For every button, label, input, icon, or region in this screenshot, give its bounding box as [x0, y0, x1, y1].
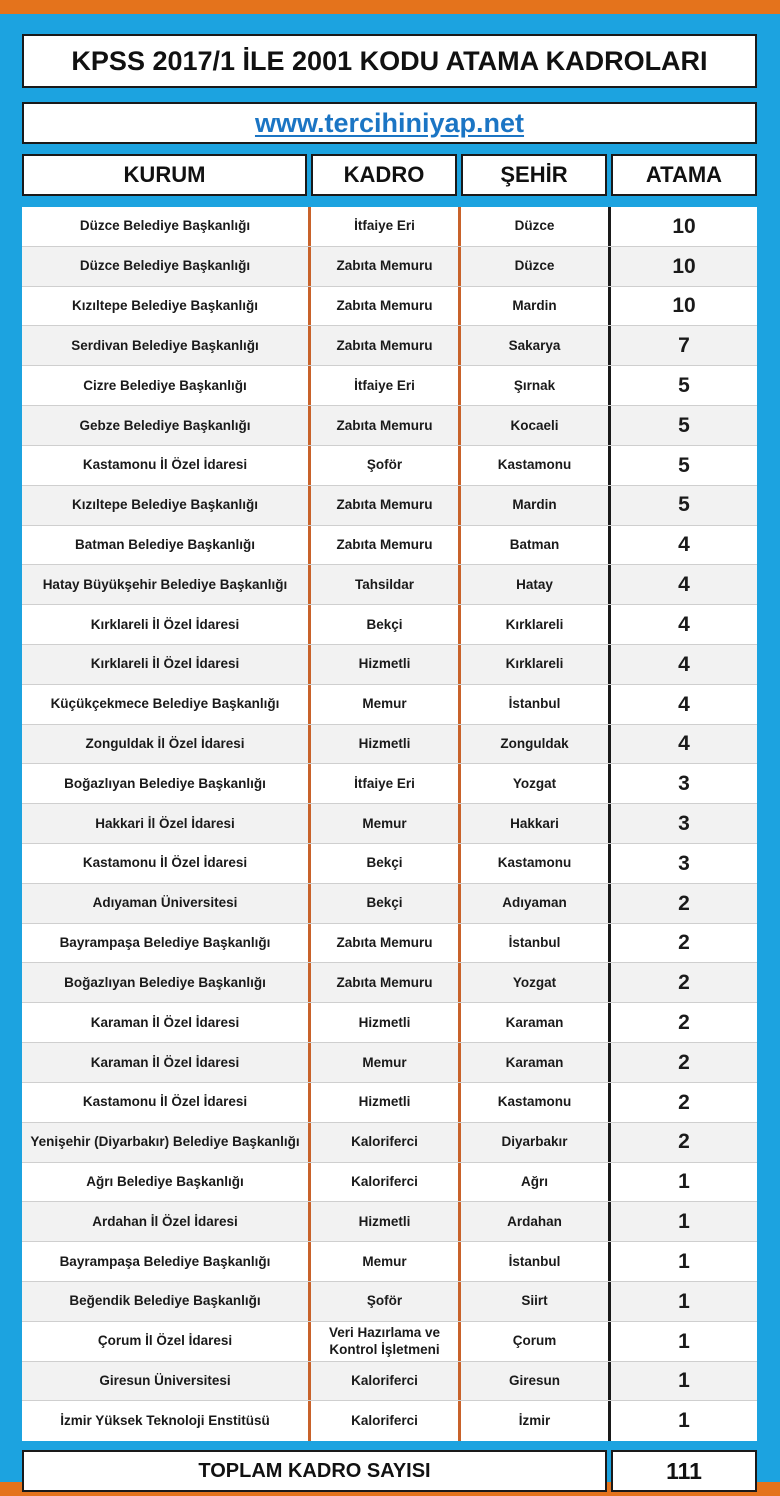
cell-atama: 4: [678, 573, 690, 597]
cell-atama: 2: [678, 1050, 690, 1074]
cell-kurum: Karaman İl Özel İdaresi: [22, 1003, 311, 1043]
table-row: [22, 804, 757, 844]
cell-kurum: Ardahan İl Özel İdaresi: [22, 1202, 311, 1242]
cell-atama: 4: [678, 652, 690, 676]
cell-kurum: Kastamonu İl Özel İdaresi: [22, 844, 311, 884]
cell-kurum: Cizre Belediye Başkanlığı: [22, 366, 311, 406]
table-row: [22, 605, 757, 645]
cell-atama: 10: [672, 214, 696, 238]
cell-kurum: Düzce Belediye Başkanlığı: [22, 207, 311, 247]
cell-atama: 5: [678, 493, 690, 517]
cell-sehir: Diyarbakır: [461, 1123, 611, 1163]
header-kadro: KADRO: [311, 154, 457, 196]
cell-atama: 4: [678, 612, 690, 636]
cell-kadro: Memur: [311, 1242, 461, 1282]
cell-kadro: Zabıta Memuru: [311, 406, 461, 446]
cell-kadro: Zabıta Memuru: [311, 287, 461, 327]
total-label: TOPLAM KADRO SAYISI: [22, 1450, 607, 1492]
cell-kadro: Hizmetli: [311, 725, 461, 765]
cell-kurum: Düzce Belediye Başkanlığı: [22, 247, 311, 287]
cell-sehir: Kırklareli: [461, 605, 611, 645]
cell-kurum: Adıyaman Üniversitesi: [22, 884, 311, 924]
cell-sehir: İzmir: [461, 1401, 611, 1441]
cell-kurum: Zonguldak İl Özel İdaresi: [22, 725, 311, 765]
cell-atama: 3: [678, 851, 690, 875]
cell-atama: 10: [672, 294, 696, 318]
table-row: [22, 1322, 757, 1362]
table-row: [22, 1242, 757, 1282]
table-row: [22, 1123, 757, 1163]
cell-sehir: İstanbul: [461, 685, 611, 725]
cell-kurum: Hatay Büyükşehir Belediye Başkanlığı: [22, 565, 311, 605]
cell-atama: 1: [678, 1329, 690, 1353]
page-title: KPSS 2017/1 İLE 2001 KODU ATAMA KADROLARI: [22, 34, 757, 88]
cell-kadro: Zabıta Memuru: [311, 526, 461, 566]
cell-sehir: Mardin: [461, 287, 611, 327]
cell-atama: 4: [678, 692, 690, 716]
cell-kurum: Boğazlıyan Belediye Başkanlığı: [22, 764, 311, 804]
cell-kadro: Veri Hazırlama ve Kontrol İşletmeni: [311, 1322, 461, 1362]
table-row: [22, 207, 757, 247]
cell-kadro: Zabıta Memuru: [311, 326, 461, 366]
cell-kurum: Boğazlıyan Belediye Başkanlığı: [22, 963, 311, 1003]
cell-kurum: Hakkari İl Özel İdaresi: [22, 804, 311, 844]
cell-sehir: Kocaeli: [461, 406, 611, 446]
cell-sehir: Düzce: [461, 247, 611, 287]
cell-sehir: Adıyaman: [461, 884, 611, 924]
assignments-table: [22, 207, 757, 1441]
cell-kadro: Bekçi: [311, 884, 461, 924]
cell-kadro: Tahsildar: [311, 565, 461, 605]
table-row: [22, 446, 757, 486]
table-row: [22, 685, 757, 725]
cell-kadro: Bekçi: [311, 605, 461, 645]
table-row: [22, 725, 757, 765]
cell-kurum: Giresun Üniversitesi: [22, 1362, 311, 1402]
cell-atama: 3: [678, 772, 690, 796]
table-row: [22, 1282, 757, 1322]
cell-atama: 2: [678, 1011, 690, 1035]
table-row: [22, 366, 757, 406]
cell-kadro: Hizmetli: [311, 1003, 461, 1043]
cell-atama: 5: [678, 413, 690, 437]
cell-kurum: Kızıltepe Belediye Başkanlığı: [22, 486, 311, 526]
cell-atama: 5: [678, 453, 690, 477]
cell-atama: 2: [678, 1090, 690, 1114]
cell-atama: 4: [678, 533, 690, 557]
cell-atama: 1: [678, 1409, 690, 1433]
cell-sehir: Şırnak: [461, 366, 611, 406]
cell-kurum: Kastamonu İl Özel İdaresi: [22, 1083, 311, 1123]
cell-sehir: Kırklareli: [461, 645, 611, 685]
cell-sehir: Yozgat: [461, 963, 611, 1003]
table-row: [22, 406, 757, 446]
cell-kurum: Beğendik Belediye Başkanlığı: [22, 1282, 311, 1322]
table-row: [22, 287, 757, 327]
header-atama: ATAMA: [611, 154, 757, 196]
cell-atama: 4: [678, 732, 690, 756]
cell-sehir: Zonguldak: [461, 725, 611, 765]
cell-atama: 1: [678, 1249, 690, 1273]
cell-kurum: Çorum İl Özel İdaresi: [22, 1322, 311, 1362]
table-row: [22, 1043, 757, 1083]
table-row: [22, 1401, 757, 1441]
cell-atama: 2: [678, 931, 690, 955]
cell-sehir: Batman: [461, 526, 611, 566]
table-row: [22, 645, 757, 685]
table-row: [22, 1083, 757, 1123]
table-row: [22, 565, 757, 605]
cell-kadro: Memur: [311, 804, 461, 844]
cell-atama: 2: [678, 1130, 690, 1154]
cell-sehir: Giresun: [461, 1362, 611, 1402]
cell-atama: 2: [678, 891, 690, 915]
table-row: [22, 247, 757, 287]
cell-kurum: Serdivan Belediye Başkanlığı: [22, 326, 311, 366]
cell-kadro: Memur: [311, 685, 461, 725]
table-row: [22, 1202, 757, 1242]
cell-kadro: İtfaiye Eri: [311, 366, 461, 406]
cell-sehir: İstanbul: [461, 924, 611, 964]
cell-kurum: Yenişehir (Diyarbakır) Belediye Başkanlığı: [22, 1123, 311, 1163]
cell-atama: 7: [678, 334, 690, 358]
table-row: [22, 1163, 757, 1203]
cell-kadro: Hizmetli: [311, 1083, 461, 1123]
cell-kurum: Kırklareli İl Özel İdaresi: [22, 605, 311, 645]
cell-kurum: Küçükçekmece Belediye Başkanlığı: [22, 685, 311, 725]
cell-kurum: İzmir Yüksek Teknoloji Enstitüsü: [22, 1401, 311, 1441]
table-row: [22, 924, 757, 964]
table-row: [22, 844, 757, 884]
cell-atama: 1: [678, 1170, 690, 1194]
header-kurum: KURUM: [22, 154, 307, 196]
cell-kadro: Hizmetli: [311, 1202, 461, 1242]
cell-sehir: Ağrı: [461, 1163, 611, 1203]
cell-kadro: Kaloriferci: [311, 1123, 461, 1163]
cell-sehir: Kastamonu: [461, 1083, 611, 1123]
table-row: [22, 963, 757, 1003]
cell-sehir: Karaman: [461, 1043, 611, 1083]
cell-kurum: Batman Belediye Başkanlığı: [22, 526, 311, 566]
table-row: [22, 1003, 757, 1043]
cell-kadro: Kaloriferci: [311, 1362, 461, 1402]
cell-kurum: Kızıltepe Belediye Başkanlığı: [22, 287, 311, 327]
cell-kadro: Zabıta Memuru: [311, 486, 461, 526]
cell-kadro: Zabıta Memuru: [311, 247, 461, 287]
cell-kurum: Kastamonu İl Özel İdaresi: [22, 446, 311, 486]
cell-atama: 1: [678, 1369, 690, 1393]
cell-kadro: Hizmetli: [311, 645, 461, 685]
cell-kadro: Şoför: [311, 446, 461, 486]
cell-sehir: Kastamonu: [461, 446, 611, 486]
cell-kadro: Şoför: [311, 1282, 461, 1322]
cell-atama: 2: [678, 971, 690, 995]
cell-sehir: Sakarya: [461, 326, 611, 366]
cell-kurum: Bayrampaşa Belediye Başkanlığı: [22, 1242, 311, 1282]
cell-kurum: Ağrı Belediye Başkanlığı: [22, 1163, 311, 1203]
cell-kadro: Kaloriferci: [311, 1401, 461, 1441]
cell-sehir: Siirt: [461, 1282, 611, 1322]
cell-sehir: Çorum: [461, 1322, 611, 1362]
table-row: [22, 884, 757, 924]
cell-kurum: Kırklareli İl Özel İdaresi: [22, 645, 311, 685]
table-row: [22, 1362, 757, 1402]
cell-sehir: Kastamonu: [461, 844, 611, 884]
cell-atama: 3: [678, 811, 690, 835]
cell-sehir: Hatay: [461, 565, 611, 605]
cell-sehir: Hakkari: [461, 804, 611, 844]
cell-kadro: Zabıta Memuru: [311, 963, 461, 1003]
cell-atama: 10: [672, 254, 696, 278]
blue-frame: [0, 14, 780, 1482]
cell-kurum: Karaman İl Özel İdaresi: [22, 1043, 311, 1083]
cell-kurum: Bayrampaşa Belediye Başkanlığı: [22, 924, 311, 964]
total-value: 111: [611, 1450, 757, 1492]
cell-kadro: Bekçi: [311, 844, 461, 884]
cell-atama: 5: [678, 374, 690, 398]
cell-sehir: Mardin: [461, 486, 611, 526]
cell-sehir: Karaman: [461, 1003, 611, 1043]
url-box: [22, 102, 757, 144]
table-row: [22, 764, 757, 804]
cell-sehir: Yozgat: [461, 764, 611, 804]
cell-atama: 1: [678, 1289, 690, 1313]
table-row: [22, 486, 757, 526]
header-sehir: ŞEHİR: [461, 154, 607, 196]
cell-kadro: İtfaiye Eri: [311, 764, 461, 804]
cell-kurum: Gebze Belediye Başkanlığı: [22, 406, 311, 446]
cell-kadro: İtfaiye Eri: [311, 207, 461, 247]
cell-sehir: Ardahan: [461, 1202, 611, 1242]
cell-kadro: Kaloriferci: [311, 1163, 461, 1203]
cell-kadro: Zabıta Memuru: [311, 924, 461, 964]
table-row: [22, 326, 757, 366]
website-link[interactable]: www.tercihiniyap.net: [254, 107, 525, 138]
cell-sehir: Düzce: [461, 207, 611, 247]
cell-atama: 1: [678, 1210, 690, 1234]
cell-kadro: Memur: [311, 1043, 461, 1083]
cell-sehir: İstanbul: [461, 1242, 611, 1282]
table-row: [22, 526, 757, 566]
